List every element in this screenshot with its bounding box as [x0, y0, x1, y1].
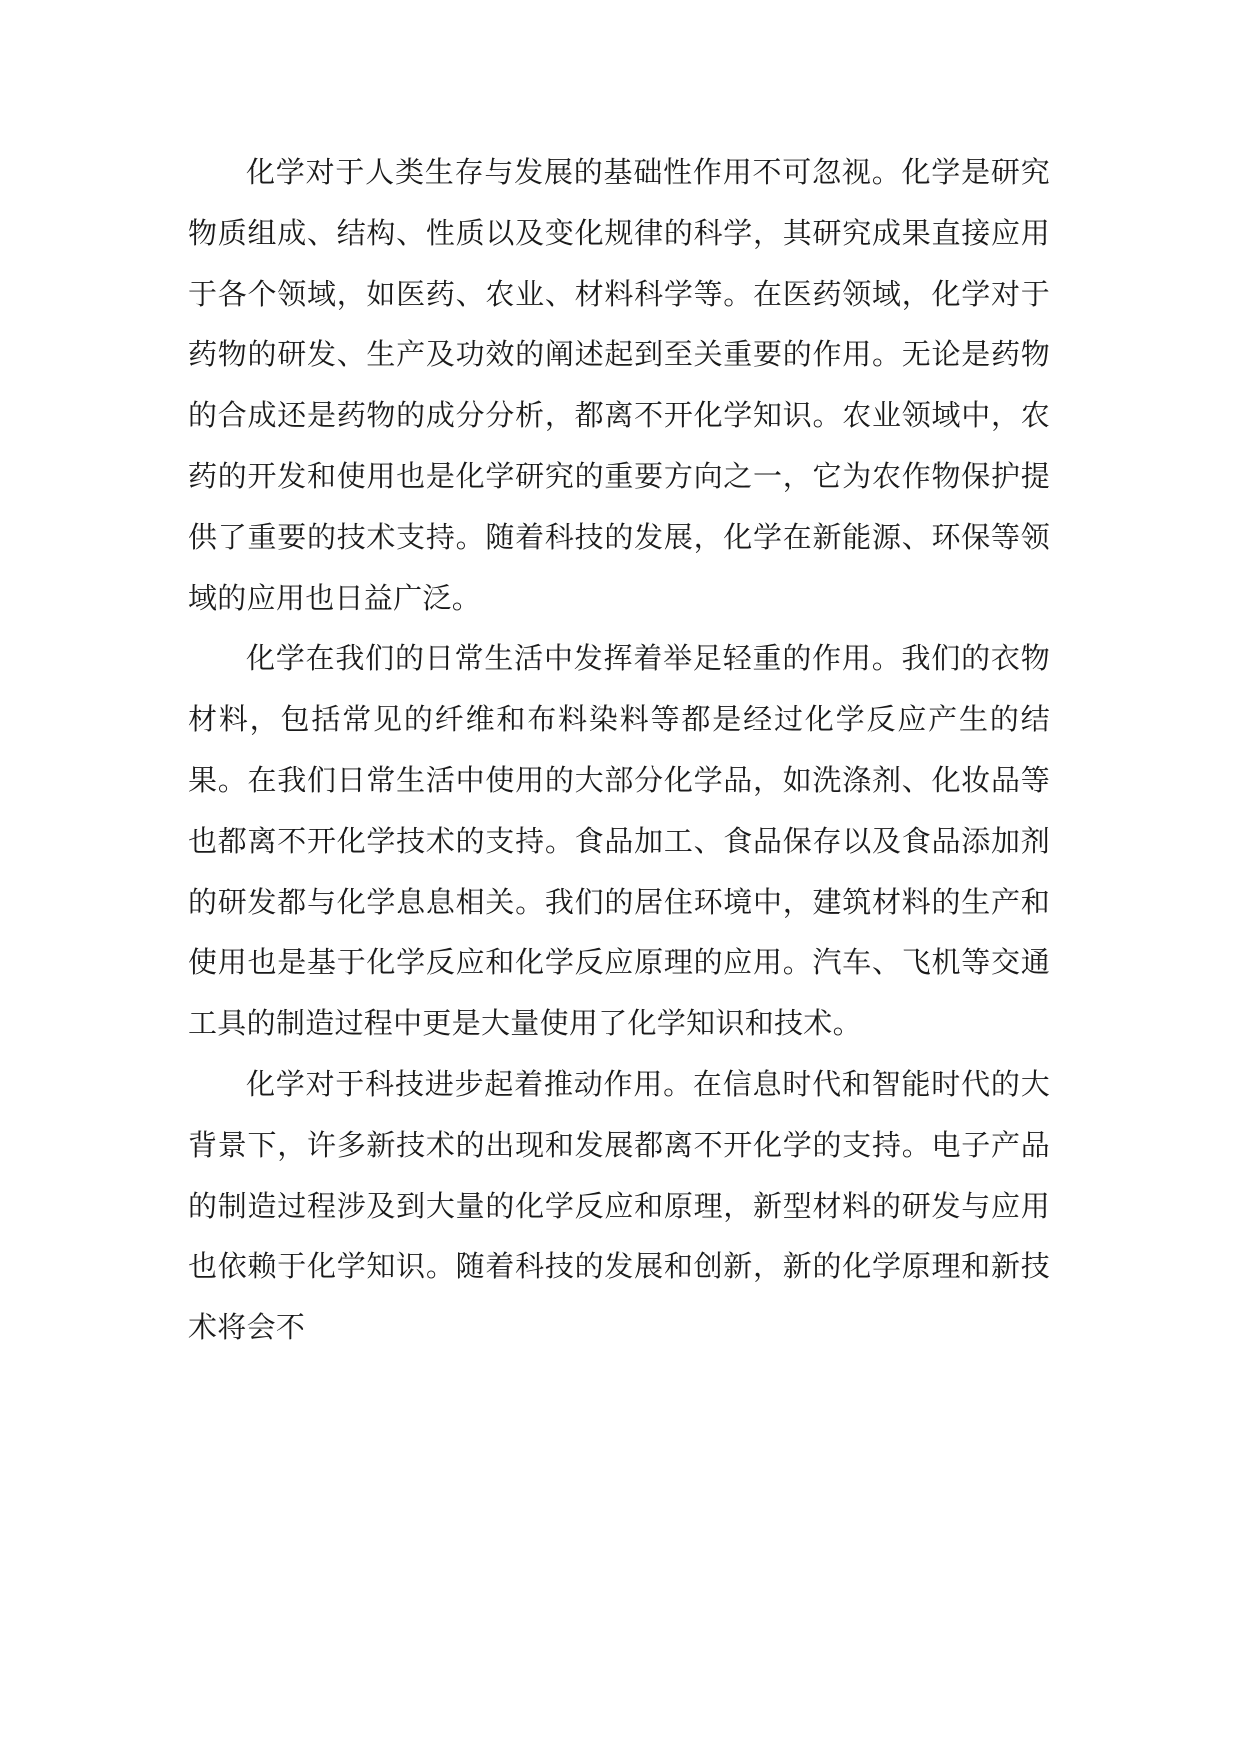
- paragraph-2: 化学在我们的日常生活中发挥着举足轻重的作用。我们的衣物材料，包括常见的纤维和布料染料等都是经过化学反应产生的结果。在我们日常生活中使用的大部分化学品，如洗涤剂、化妆品等也都离不开化学技术的支持。食品加工、食品保存以及食品添加剂的研发都与化学息息相关。我们的居住环境中，建筑材料的生产和使用也是基于化学反应和化学反应原理的应用。汽车、飞机等交通工具的制造过程中更是大量使用了化学知识和技术。: [188, 641, 1050, 1041]
- paragraph-1: 化学对于人类生存与发展的基础性作用不可忽视。化学是研究物质组成、结构、性质以及变化规律的科学，其研究成果直接应用于各个领域，如医药、农业、材料科学等。在医药领域，化学对于药物的研发、生产及功效的阐述起到至关重要的作用。无论是药物的合成还是药物的成分分析，都离不开化学知识。农业领域中，农药的开发和使用也是化学研究的重要方向之一，它为农作物保护提供了重要的技术支持。随着科技的发展，化学在新能源、环保等领域的应用也日益广泛。: [188, 155, 1050, 615]
- document-body: [188, 142, 1050, 1358]
- paragraph-3: 化学对于科技进步起着推动作用。在信息时代和智能时代的大背景下，许多新技术的出现和发展都离不开化学的支持。电子产品的制造过程涉及到大量的化学反应和原理，新型材料的研发与应用也依赖于化学知识。随着科技的发展和创新，新的化学原理和新技术将会不: [188, 1066, 1050, 1345]
